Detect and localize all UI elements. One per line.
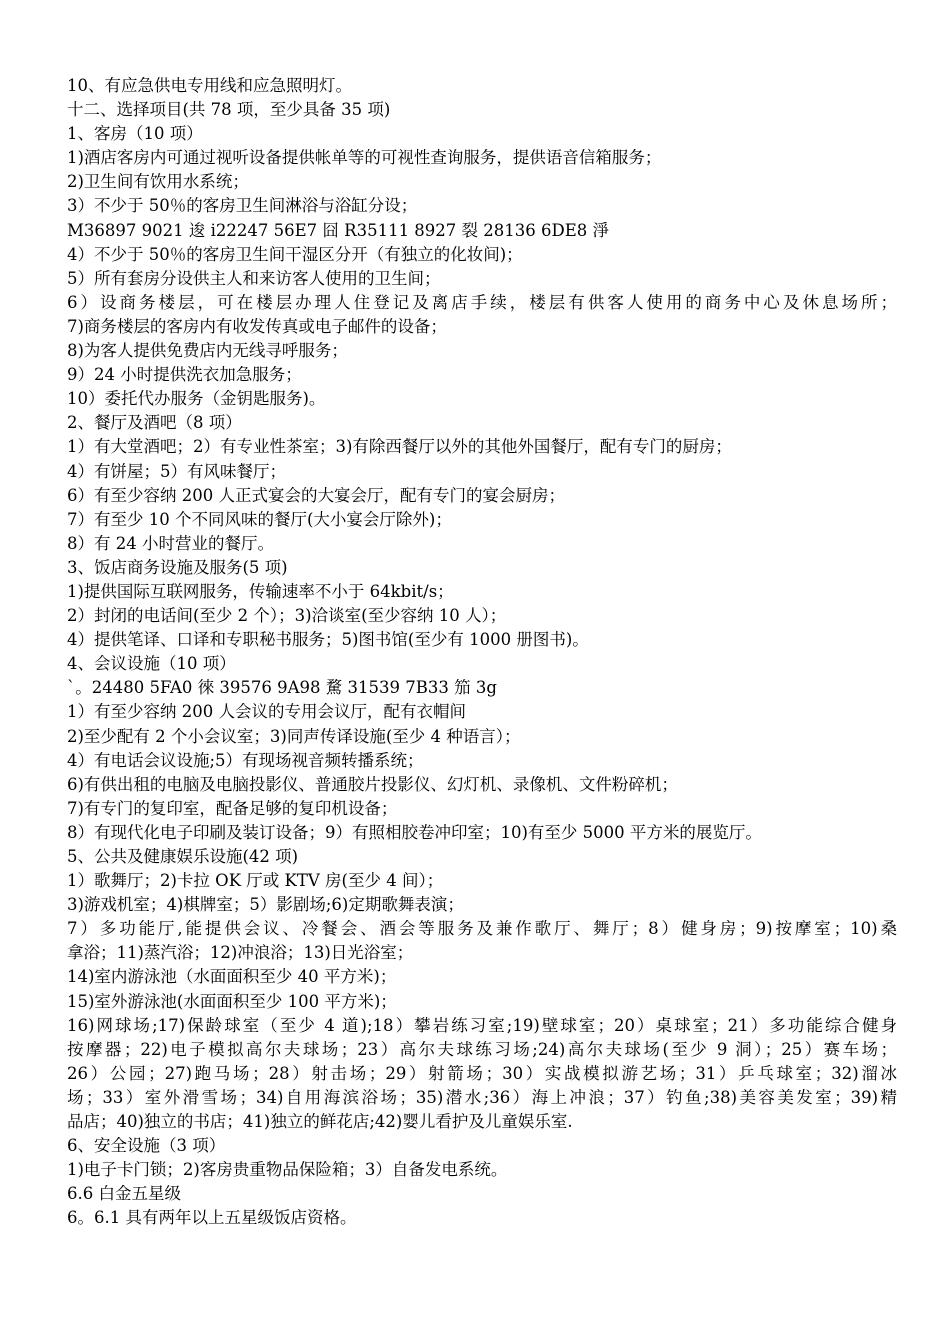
text-line: 7)有专门的复印室，配备足够的复印机设备；	[67, 798, 398, 818]
text-line: 4）有电话会议设施;5）有现场视音频转播系统；	[67, 750, 424, 770]
text-line: 6）设商务楼层，可在楼层办理人住登记及离店手续，楼层有供客人使用的商务中心及休息场所；	[67, 292, 897, 312]
text-line: 9）24 小时提供洗衣加急服务；	[67, 365, 302, 385]
text-line: 1）歌舞厅；2)卡拉 OK 厅或 KTV 房(至少 4 间）；	[67, 871, 444, 891]
text-line: 1）有大堂酒吧；2）有专业性茶室；3)有除西餐厅以外的其他外国餐厅，配有专门的厨房；	[67, 437, 732, 457]
text-line: 2、餐厅及酒吧（8 项）	[67, 413, 242, 433]
text-line: 7)商务楼层的客房内有收发传真或电子邮件的设备；	[67, 316, 447, 336]
text-line: 16)网球场;17)保龄球室（至少 4 道);18）攀岩练习室;19)壁球室；20）桌球室；21）多功能综合健身	[67, 1015, 897, 1035]
text-line: 十二、选择项目(共 78 项，至少具备 35 项)	[67, 100, 391, 120]
text-line: 6.6 白金五星级	[67, 1184, 181, 1204]
text-line: 1、客房（10 项）	[67, 124, 203, 144]
text-line: 3）不少于 50％的客房卫生间淋浴与浴缸分设；	[67, 196, 418, 216]
text-line: 6）有至少容纳 200 人正式宴会的大宴会厅，配有专门的宴会厨房；	[67, 485, 565, 505]
text-line: 2）封闭的电话间(至少 2 个）；3)洽谈室(至少容纳 10 人）；	[67, 606, 507, 626]
text-line: 按摩器；22)电子模拟高尔夫球场；23）高尔夫球练习场;24)高尔夫球场(至少 9 洞）；25）赛车场；	[67, 1039, 897, 1059]
text-line: 4、会议设施（10 项）	[67, 654, 236, 674]
text-line: 1)酒店客房内可通过视听设备提供帐单等的可视性查询服务，提供语音信箱服务；	[67, 148, 662, 168]
text-line: 3、饭店商务设施及服务(5 项)	[67, 557, 288, 577]
text-line: 4）有饼屋；5）有风味餐厅；	[67, 461, 286, 481]
text-line: 场；33）室外滑雪场；34)自用海滨浴场；35)潜水;36）海上冲浪；37）钓鱼;38)美容美发室；39)精	[67, 1087, 897, 1107]
text-line: 5）所有套房分设供主人和来访客人使用的卫生间；	[67, 268, 441, 288]
text-line: 8）有现代化电子印刷及装订设备；9）有照相胶卷冲印室；10)有至少 5000 平方米的展览厅。	[67, 822, 762, 842]
text-line: 1)电子卡门锁；2)客房贵重物品保险箱；3）自备发电系统。	[67, 1160, 508, 1180]
text-line: 3)游戏机室；4)棋牌室；5）影剧场;6)定期歌舞表演；	[67, 895, 464, 915]
text-line: 拿浴；11)蒸汽浴；12)冲浪浴；13)日光浴室；	[67, 943, 414, 963]
text-line: 1）有至少容纳 200 人会议的专用会议厅，配有衣帽间	[67, 702, 466, 722]
text-line: 8）有 24 小时营业的餐厅。	[67, 533, 274, 553]
text-line: 1)提供国际互联网服务，传输速率不小于 64kbit/s；	[67, 581, 454, 601]
text-line: 14)室内游泳池（水面面积至少 40 平方米)；	[67, 967, 397, 987]
document-body	[67, 74, 897, 1231]
text-line: 6、安全设施（3 项）	[67, 1136, 226, 1156]
text-line: 10）委托代办服务（金钥匙服务)。	[67, 389, 326, 409]
text-line: 4）不少于 50％的客房卫生间干湿区分开（有独立的化妆间)；	[67, 244, 523, 264]
text-line: 6)有供出租的电脑及电脑投影仪、普通胶片投影仪、幻灯机、录像机、文件粉碎机；	[67, 774, 678, 794]
text-line: `。24480 5FA0 徠 39576 9A98 騖 31539 7B33 笳 3g	[67, 678, 497, 698]
text-line: 6。6.1 具有两年以上五星级饭店资格。	[67, 1208, 357, 1228]
text-line: 2)卫生间有饮用水系统；	[67, 172, 249, 192]
text-line: 7）多功能厅,能提供会议、冷餐会、酒会等服务及兼作歌厅、舞厅；8）健身房；9)按摩室；10)桑	[67, 919, 897, 939]
text-line: 品店；40)独立的书店；41)独立的鲜花店;42)婴儿看护及儿童娱乐室.	[67, 1112, 573, 1132]
text-line: M36897 9021 逡 i22247 56E7 囧 R35111 8927 裂 28136 6DE8 淨	[67, 220, 610, 240]
text-line: 2)至少配有 2 个小会议室；3)同声传译设施(至少 4 种语言）；	[67, 726, 521, 746]
text-line: 8)为客人提供免费店内无线寻呼服务；	[67, 341, 348, 361]
text-line: 15)室外游泳池(水面面积至少 100 平方米)；	[67, 991, 397, 1011]
text-line: 4）提供笔译、口译和专职秘书服务；5)图书馆(至少有 1000 册图书)。	[67, 630, 589, 650]
text-line: 10、有应急供电专用线和应急照明灯。	[67, 76, 352, 95]
text-line: 7）有至少 10 个不同风味的餐厅(大小宴会厅除外)；	[67, 509, 452, 529]
text-line: 5、公共及健康娱乐设施(42 项)	[67, 847, 299, 866]
text-line: 26）公园；27)跑马场；28）射击场；29）射箭场；30）实战模拟游艺场；31）乒乓球室；32)溜冰	[67, 1063, 897, 1083]
